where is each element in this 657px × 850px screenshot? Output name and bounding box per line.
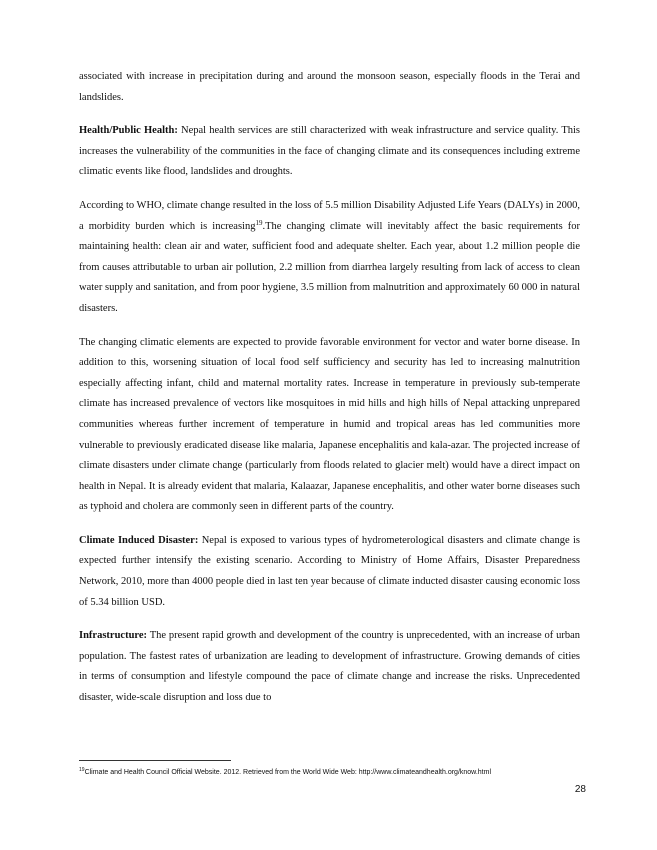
paragraph-text: .The changing climate will inevitably affect the basic requirements for maintaining health: clean air and water, sufficient food and adequate shelter. Each year, about 1.2 million people die from causes attributable to urban air pollution, 2.2 million from diarrhea largely resulting from lack of access to clean water supply and sanitation, and from poor hygiene, 3.5 million from malnutrition and approximately 60 000 in natural disasters. [79, 220, 580, 314]
footnote [79, 768, 589, 778]
paragraph-text: Nepal health services are still characterized with weak infrastructure and service quality. This increases the vulnerability of the communities in the face of changing climate and its consequences including extreme climatic events like flood, landslides and droughts. [79, 125, 580, 178]
footnote-separator [79, 760, 231, 761]
footnote-reference: 19 [255, 218, 263, 227]
section-heading-disaster: Climate Induced Disaster: [79, 534, 199, 546]
paragraph-text: Nepal is exposed to various types of hydrometerological disasters and climate change is expected further intensify the existing scenario. According to Ministry of Home Affairs, Disaster Preparedness Network, 2010, more than 4000 people died in last ten year because of climate inducted disaster causing economic loss of 5.34 billion USD. [79, 534, 580, 608]
paragraph-text: associated with increase in precipitation during and around the monsoon season, especially floods in the Terai and landslides. [79, 71, 580, 103]
paragraph-text: The present rapid growth and development of the country is unprecedented, with an increase of urban population. The fastest rates of urbanization are leading to development of infrastructure. Growing demands of cities in terms of consumption and lifestyle compound the pace of climate change and increase the risks. Unprecedented disaster, wide-scale disruption and loss due to [79, 630, 580, 704]
paragraph-health [79, 121, 580, 183]
paragraph-precipitation-continuation [79, 67, 580, 108]
paragraph-vector-borne-disease [79, 333, 580, 518]
paragraph-who-dalys [79, 196, 580, 320]
paragraph-climate-disaster [79, 531, 580, 613]
section-heading-health: Health/Public Health: [79, 125, 178, 137]
body-text [79, 67, 580, 722]
page-number: 28 [574, 784, 586, 795]
paragraph-text: According to WHO, climate change resulted in the loss of 5.5 million Disability Adjusted Life Years (DALYs) in 2000, a morbidity burden which is increasing [79, 199, 580, 232]
footnote-number: 19 [79, 767, 85, 773]
section-heading-infrastructure: Infrastructure: [79, 630, 148, 642]
paragraph-text: The changing climatic elements are expected to provide favorable environment for vector and water borne disease. In addition to this, worsening situation of local food self sufficiency and security has led to increasing malnutrition especially affecting infant, child and maternal mortality rates. Increase in temperature in previously sub-temperate climate has increased prevalence of vectors like mosquitoes in mid hills and high hills of Nepal attacking unprepared communities whereas further increment of temperature in humid and tropical areas has led communities more vulnerable to previously eradicated disease like malaria, Japanese encephalitis and kala-azar. The projected increase of climate disasters under climate change (particularly from floods related to glacier melt) would have a direct impact on health in Nepal. It is already evident that malaria, Kalaazar, Japanese encephalitis, and other water borne diseases such as typhoid and cholera are commonly seen in different parts of the country. [79, 336, 580, 513]
paragraph-infrastructure [79, 626, 580, 708]
footnote-text: Climate and Health Council Official Website. 2012. Retrieved from the World Wide Web: http://www.climateandhealth.org/know.html [84, 769, 492, 776]
